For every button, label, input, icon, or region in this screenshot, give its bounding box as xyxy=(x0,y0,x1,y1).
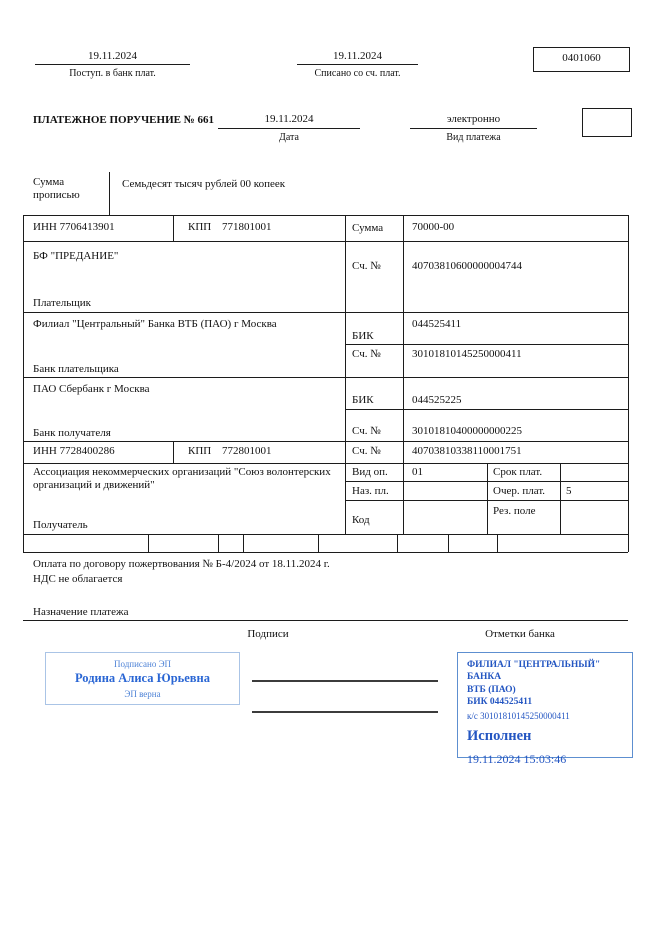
bank-marks-heading: Отметки банка xyxy=(485,628,555,640)
payer-bank-section-label: Банк плательщика xyxy=(33,363,119,375)
payee-inn: ИНН 7728400286 xyxy=(33,445,115,457)
priority-value: 5 xyxy=(566,485,572,497)
grid-line xyxy=(23,377,628,378)
grid-line xyxy=(23,312,628,313)
amount-value: 70000-00 xyxy=(412,221,455,233)
payee-kpp-label: КПП xyxy=(188,445,212,457)
grid-line xyxy=(23,534,628,535)
payer-bank-bik: 044525411 xyxy=(412,318,462,330)
amount-label: Сумма xyxy=(352,222,384,234)
grid-line xyxy=(345,215,346,534)
payee-bank-account: 30101810400000000225 xyxy=(412,425,522,437)
debited-label: Списано со сч. плат. xyxy=(314,68,401,79)
form-code: 0401060 xyxy=(562,52,601,64)
payer-account: 40703810600000004744 xyxy=(412,260,522,272)
grid-line xyxy=(23,215,628,216)
code-label: Код xyxy=(352,514,370,526)
bank-stamp xyxy=(457,652,633,767)
grid-line xyxy=(35,64,190,65)
grid-line xyxy=(345,409,628,410)
grid-line xyxy=(448,534,449,552)
grid-line xyxy=(318,534,319,552)
grid-line xyxy=(23,463,628,464)
form-code-box xyxy=(533,47,630,72)
grid-line xyxy=(109,172,110,215)
grid-line xyxy=(23,241,628,242)
purpose-kind-label: Наз. пл. xyxy=(352,485,389,497)
purpose-line1: Оплата по договору пожертвования № Б-4/2024 от 18.11.2024 г. xyxy=(33,558,330,570)
date-label: Дата xyxy=(279,132,299,143)
grid-line xyxy=(218,534,219,552)
grid-line xyxy=(345,344,628,345)
payee-bank-bik: 044525225 xyxy=(412,394,462,406)
payment-kind-value: электронно xyxy=(446,113,501,125)
payer-name: БФ "ПРЕДАНИЕ" xyxy=(33,250,119,262)
payer-inn: ИНН 7706413901 xyxy=(33,221,115,233)
signature-line xyxy=(252,680,438,682)
payer-bank-bik-label: БИК xyxy=(352,330,374,342)
signature-stamp-line1: Подписано ЭП xyxy=(113,659,172,669)
signer-name: Родина Алиса Юрьевна xyxy=(74,671,211,685)
payer-section-label: Плательщик xyxy=(33,297,91,309)
signature-stamp-line3: ЭП верна xyxy=(124,689,161,699)
document-title: ПЛАТЕЖНОЕ ПОРУЧЕНИЕ № 661 xyxy=(33,114,215,126)
grid-line xyxy=(218,128,360,129)
payee-section-label: Получатель xyxy=(33,519,88,531)
payee-kpp: 772801001 xyxy=(222,445,272,457)
grid-line xyxy=(403,215,404,534)
payee-bank-account-label: Сч. № xyxy=(352,425,381,437)
grid-line xyxy=(410,128,537,129)
payee-account: 40703810338110001751 xyxy=(412,445,522,457)
amount-words-value: Семьдесят тысяч рублей 00 копеек xyxy=(122,178,286,190)
payee-bank-name: ПАО Сбербанк г Москва xyxy=(33,383,150,395)
grid-line xyxy=(243,534,244,552)
grid-line xyxy=(173,215,174,241)
received-in-bank-label: Поступ. в банк плат. xyxy=(69,68,156,79)
reserve-field-label: Рез. поле xyxy=(493,505,536,517)
payer-bank-name: Филиал "Центральный" Банка ВТБ (ПАО) г Москва xyxy=(33,318,277,330)
document-date: 19.11.2024 xyxy=(264,113,314,125)
grid-line xyxy=(487,463,488,534)
status-code-box xyxy=(582,108,632,137)
signature-stamp xyxy=(45,652,240,705)
payer-kpp-label: КПП xyxy=(188,221,212,233)
payer-account-label: Сч. № xyxy=(352,260,381,272)
received-in-bank-date: 19.11.2024 xyxy=(87,50,138,62)
grid-line xyxy=(297,64,418,65)
bank-stamp-datetime: 19.11.2024 15:03:46 xyxy=(467,752,567,767)
grid-line xyxy=(497,534,498,552)
payee-name: Ассоциация некоммерческих организаций "Союз волонтерских организаций и движений" xyxy=(33,466,334,491)
bank-stamp-bik: БИК 044525411 xyxy=(467,697,533,708)
grid-line xyxy=(23,441,628,442)
signatures-heading: Подписи xyxy=(247,628,289,640)
payer-bank-account: 30101810145250000411 xyxy=(412,348,522,360)
payee-account-label: Сч. № xyxy=(352,445,381,457)
bank-stamp-name-line1: ФИЛИАЛ "ЦЕНТРАЛЬНЫЙ" БАНКА xyxy=(467,660,601,683)
payee-bank-bik-label: БИК xyxy=(352,394,374,406)
payer-kpp: 771801001 xyxy=(222,221,272,233)
op-type-value: 01 xyxy=(412,466,423,478)
debited-date: 19.11.2024 xyxy=(332,50,383,62)
grid-line xyxy=(23,215,24,552)
grid-line xyxy=(173,441,174,463)
amount-words-label: Сумма прописью xyxy=(33,176,80,201)
purpose-section-label: Назначение платежа xyxy=(33,606,129,618)
grid-line xyxy=(628,215,629,552)
bank-stamp-corr-account: к/с 30101810145250000411 xyxy=(467,711,570,722)
signature-line xyxy=(252,711,438,713)
op-type-label: Вид оп. xyxy=(352,466,388,478)
grid-line xyxy=(148,534,149,552)
grid-line xyxy=(23,620,628,621)
payer-bank-account-label: Сч. № xyxy=(352,348,381,360)
purpose-line2: НДС не облагается xyxy=(33,573,123,585)
grid-line xyxy=(23,552,628,553)
grid-line xyxy=(560,463,561,534)
payee-bank-section-label: Банк получателя xyxy=(33,427,111,439)
due-date-label: Срок плат. xyxy=(493,466,543,478)
grid-line xyxy=(397,534,398,552)
bank-stamp-name-line2: ВТБ (ПАО) xyxy=(467,684,516,695)
payment-kind-label: Вид платежа xyxy=(446,132,501,143)
bank-stamp-status: Исполнен xyxy=(467,728,532,745)
priority-label: Очер. плат. xyxy=(493,485,546,497)
